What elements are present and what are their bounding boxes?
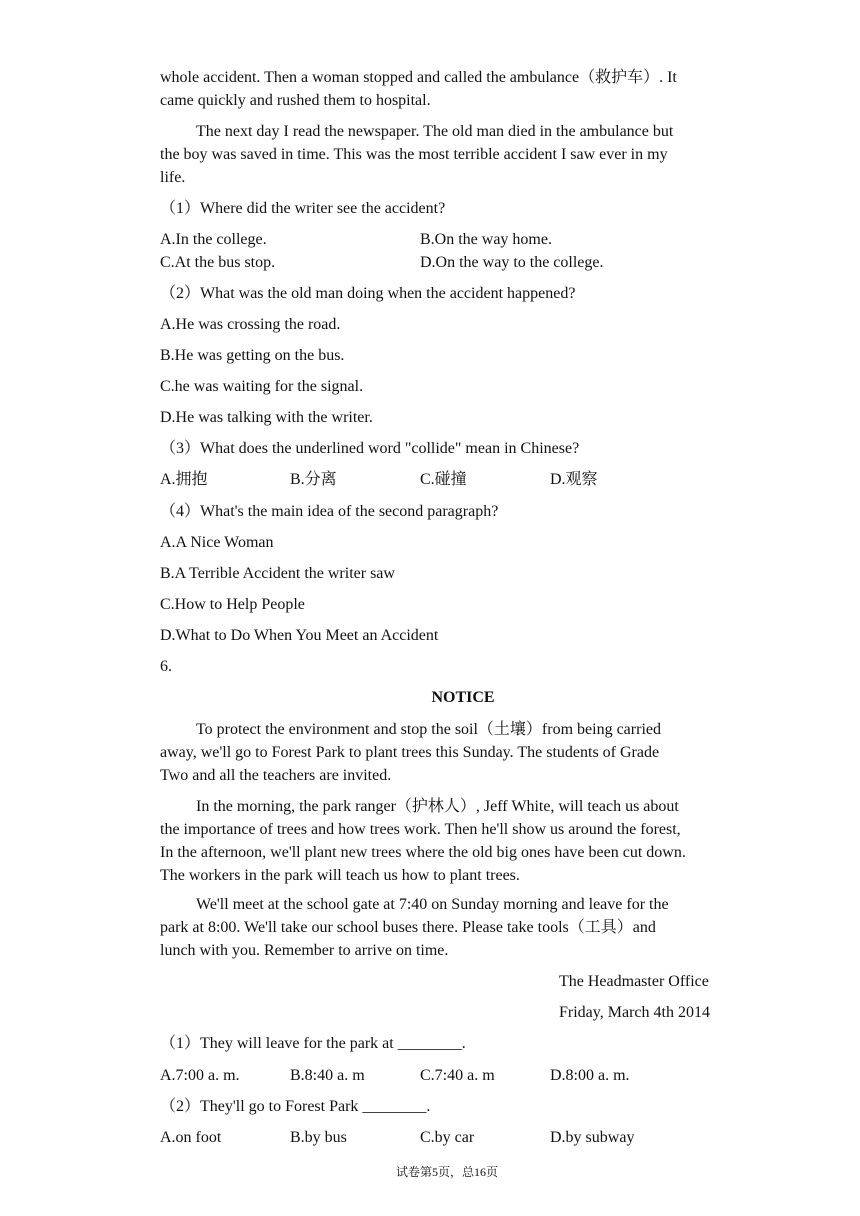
passage-line: life. xyxy=(160,169,186,186)
answer-option[interactable]: A.7:00 a. m. xyxy=(160,1067,240,1084)
notice-date: Friday, March 4th 2014 xyxy=(559,1004,710,1021)
answer-option[interactable]: C.7:40 a. m xyxy=(420,1067,495,1084)
passage-line: came quickly and rushed them to hospital. xyxy=(160,92,431,109)
question-stem: （1）They will leave for the park at ________. xyxy=(160,1035,466,1052)
question-stem: （4）What's the main idea of the second paragraph? xyxy=(160,503,499,520)
answer-option[interactable]: D.8:00 a. m. xyxy=(550,1067,630,1084)
passage-line: In the morning, the park ranger（护林人）, Jeff White, will teach us about xyxy=(196,798,679,815)
question-stem: （2）What was the old man doing when the accident happened? xyxy=(160,285,576,302)
notice-signature: The Headmaster Office xyxy=(559,973,709,990)
passage-line: away, we'll go to Forest Park to plant trees this Sunday. The students of Grade xyxy=(160,744,660,761)
answer-option[interactable]: B.8:40 a. m xyxy=(290,1067,365,1084)
page-footer: 试卷第5页，总16页 xyxy=(395,1165,498,1179)
answer-option[interactable]: C.碰撞 xyxy=(420,471,467,488)
answer-option[interactable]: A.拥抱 xyxy=(160,471,208,488)
passage-line: We'll meet at the school gate at 7:40 on Sunday morning and leave for the xyxy=(196,896,669,913)
passage-line: The next day I read the newspaper. The old man died in the ambulance but xyxy=(196,123,674,140)
passage-line: the boy was saved in time. This was the most terrible accident I saw ever in my xyxy=(160,146,668,163)
answer-option[interactable]: D.He was talking with the writer. xyxy=(160,409,373,426)
answer-option[interactable]: C.How to Help People xyxy=(160,596,305,613)
passage-line: the importance of trees and how trees work. Then he'll show us around the forest, xyxy=(160,821,681,838)
passage-line: In the afternoon, we'll plant new trees where the old big ones have been cut down. xyxy=(160,844,686,861)
answer-option[interactable]: B.by bus xyxy=(290,1129,347,1146)
answer-option[interactable]: B.On the way home. xyxy=(420,231,552,248)
answer-option[interactable]: D.On the way to the college. xyxy=(420,254,604,271)
answer-option[interactable]: A.He was crossing the road. xyxy=(160,316,341,333)
answer-option[interactable]: B.分离 xyxy=(290,471,337,488)
answer-option[interactable]: C.he was waiting for the signal. xyxy=(160,378,364,395)
answer-option[interactable]: B.A Terrible Accident the writer saw xyxy=(160,565,395,582)
answer-option[interactable]: A.A Nice Woman xyxy=(160,534,274,551)
answer-option[interactable]: C.by car xyxy=(420,1129,475,1146)
question-stem: （2）They'll go to Forest Park ________. xyxy=(160,1098,431,1115)
answer-option[interactable]: A.on foot xyxy=(160,1129,222,1146)
answer-option[interactable]: C.At the bus stop. xyxy=(160,254,276,271)
question-stem: （1）Where did the writer see the accident? xyxy=(160,200,446,217)
passage-number: 6. xyxy=(160,658,172,675)
answer-option[interactable]: B.He was getting on the bus. xyxy=(160,347,345,364)
answer-option[interactable]: D.观察 xyxy=(550,471,598,488)
passage-line: To protect the environment and stop the soil（土壤）from being carried xyxy=(196,721,661,738)
passage-line: lunch with you. Remember to arrive on time. xyxy=(160,942,449,959)
answer-option[interactable]: D.What to Do When You Meet an Accident xyxy=(160,627,439,644)
answer-option[interactable]: A.In the college. xyxy=(160,231,267,248)
notice-title: NOTICE xyxy=(431,689,495,706)
passage-line: The workers in the park will teach us how to plant trees. xyxy=(160,867,520,884)
passage-line: Two and all the teachers are invited. xyxy=(160,767,392,784)
passage-line: whole accident. Then a woman stopped and called the ambulance（救护车）. It xyxy=(160,69,677,86)
answer-option[interactable]: D.by subway xyxy=(550,1129,635,1146)
question-stem: （3）What does the underlined word "collide" mean in Chinese? xyxy=(160,440,580,457)
passage-line: park at 8:00. We'll take our school buses there. Please take tools（工具）and xyxy=(160,919,656,936)
